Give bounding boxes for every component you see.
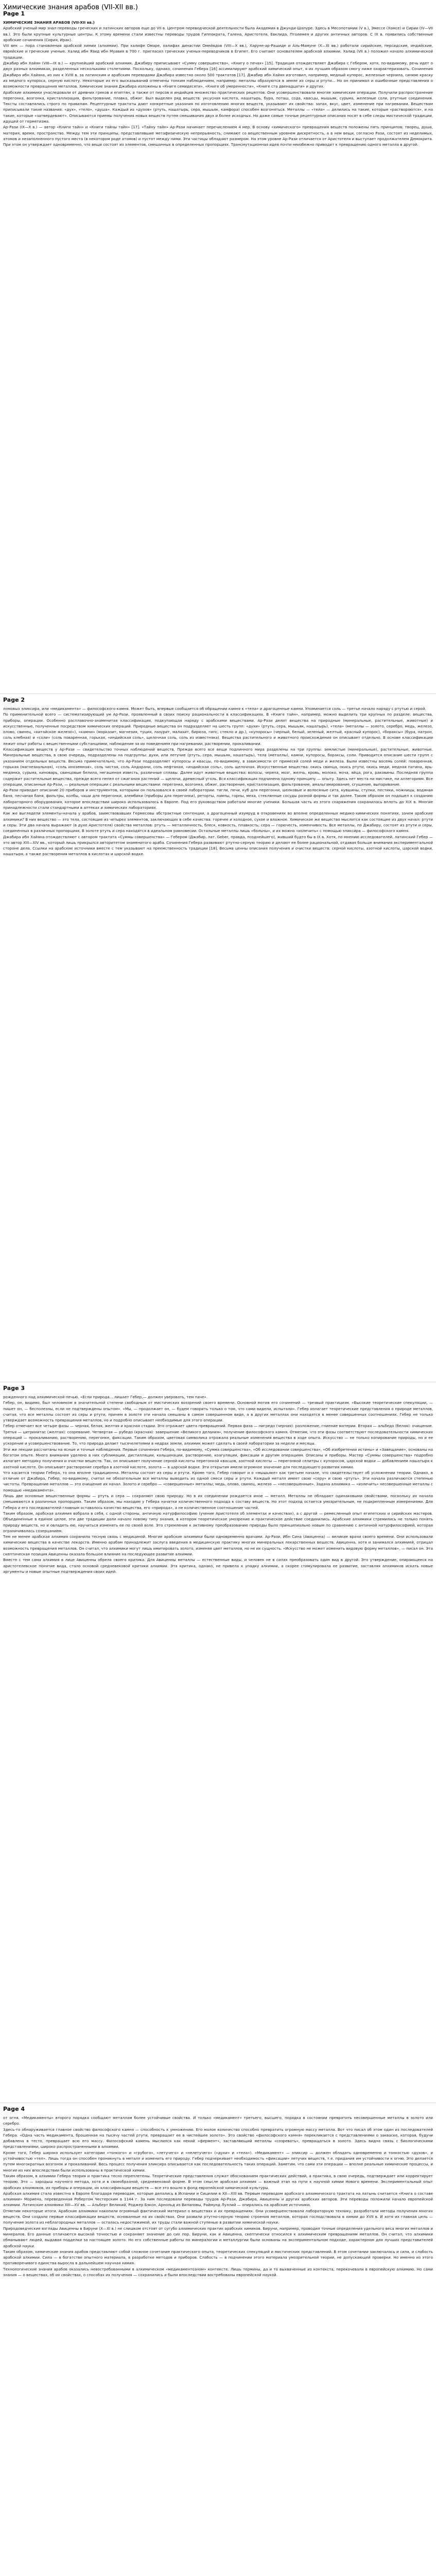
page-3 (0, 1385, 436, 1574)
page-label: Page 3 (3, 1385, 25, 1392)
page-label: Page 4 (3, 2106, 25, 2112)
paragraph: Здесь-то обнаруживается главное свойство философского камня — способность к умножению. Его малое количество способно превратить огромную массу металла. Вот что писал об этом один из последователей Гебера: «Одна часть медикамента, брошенная на тысячу частей ртути, превращает ее в чистейшее золото». Это свойство «философского камня» перекликается с представлениями о закваске, которая, будучи добавлена в тесто, превращает всю его массу. Философский камень мыслился как некий «фермент», заставляющий металлы «созревать», превращаться в золото. Здесь видна связь с биологическими представлениями, широко распространенными в алхимии. (3, 2127, 433, 2149)
paragraph: Тем не менее арабская алхимия сохранила тесную связь с медициной. Многие арабские алхимики были одновременно врачами. Ар-Рази, Ибн Сина (Авиценна) — великие врачи своего времени. Они использовали химические вещества в качестве лекарств. Именно арабам принадлежит заслуга введения в медицинскую практику многих минеральных лекарственных веществ. Авиценна, хотя и занимался алхимией, отрицал возможность превращения металлов. Он считал, что алхимики могут лишь имитировать золото, изменяя цвет металлов, но не их сущность. «Искусство не может изменить видовую форму металлов», — писал он. Эта скептическая позиция Авиценны оказала большое влияние на последующее развитие алхимии. (3, 1534, 433, 1557)
paragraph: Ар-Рази приводит описание 20 приборов и инструментов, которыми он пользовался в своей лаборатории: тигли, печи, куб для перегонки, шелковые и волосяные сита, кувшины, ступки, пестики, ножницы, водяная баня, песчаная баня, фильтры, колбы, чаши для перегонки, алембики (приборы для перегонки), реторты, лампы, горны, меха, стеклянные сосуды разной формы и так далее. Таким образом он подошел к созданию лабораторного оборудования, которое впоследствии широко использовалось в Европе. Под его руководством работали многие ученики. Большая часть из этого снаряжения сохранилась вплоть до XIX в. Многие принадлежности стали стандартными в аптеках и химических лабораториях. (3, 788, 433, 810)
paragraph: Таким образом, арабская алхимия вобрала в себя, с одной стороны, античную натурфилософию (учение Аристотеля об элементах и качествах), а с другой — ремесленный опыт египетских и сирийских мастеров. Объединенные в единое целое, эти две традиции дали начало новому типу знания, в котором теоретическое умозрение и практическое действие соединились. Арабские алхимики стремились не только понять природу веществ, но и овладеть ею, научиться изменять ее по своей воле. Это стремление к активному преобразованию природы было принципиально новым по сравнению с античной натурфилософией, которая ограничивалась созерцанием. (3, 1511, 433, 1533)
page-body (3, 706, 433, 857)
paragraph: Кроме того, Гебер широко использует категории «тонкого» и «грубого», «летучего» и «нелетучего» («духи» и «тела»). «Медикамент» — эликсир — должен обладать одновременно и тонкостью «духов», и устойчивостью «тел». Лишь тогда он способен проникнуть в металл и изменить его природу. Гебер подчеркивает необходимость «фиксации» летучих веществ, т.е. придания им устойчивости к огню. Это делается путем многократных возгонок и прокаливаний. Весь процесс получения эликсира описывается как последовательность таких операций. Заметим, что сами эти операции — вполне реальные химические процессы, и многие из них впоследствии были использованы в практической химии. (3, 2150, 433, 2173)
paragraph: Отметим некоторые итоги. Арабские алхимики накопили огромный фактический материал о веществах и их превращениях. Они усовершенствовали лабораторную технику, разработали методы получения многих веществ. Они создали первые классификации веществ, основанные на их свойствах. Они развили ртутно-серную теорию строения металлов, которая господствовала в химии до XVII в. И хотя их главная цель — получение золота из неблагородных металлов — осталась недостижимой, их труды стали важной ступенью в развитии химической науки. (3, 2208, 433, 2225)
page-4 (0, 2106, 436, 2278)
paragraph: рожденного над алхимической печью. «Если природа... лишает Гебер,— должен уверовать, тем паче». (3, 1395, 208, 1399)
document-title: Химические знания арабов (VII-XII вв.) (3, 4, 138, 11)
paragraph: Джабира ибн Хайяна отождествляют с автором трактата «Суммы совершенства» — Гебером (Джабир, лат. Geber, правда, позднейшего), живший будто бы в IX в. Хотя, по мнению исследователей, латинский Гебер — это автор XIII—XIV вв., который лишь прикрылся авторитетом знаменитого араба. Сочинения Гебера развивают ртутно-серную теорию и делают ее более рациональной, отдавая больше внимания экспериментальной стороне дела. Ссылки на арабские источники вместе с тем указывают на преемственность традиции [18]. Весьма ценны описания получения и очистки веществ: серной кислоты, азотной кислоты, царской водки, нашатыря, а также растворения металлов в кислотах и царской водке. (3, 834, 433, 857)
page-2 (0, 697, 436, 857)
paragraph: Таким образом, химические знания арабов представляют собой сложное сочетание практического опыта, теоретических спекуляций и мистических представлений. В этом сочетании заключалась и сила, и слабость арабской алхимии. Сила — в богатстве опытного материала, в разработке методов и приборов. Слабость — в подчинении этого материала умозрительной теории, не допускающей проверки. Но именно из этого противоречивого единства выросла в дальнейшем научная химия. (3, 2249, 433, 2266)
paragraph: Таким образом, в алхимии Гебера теория и практика тесно переплетены. Теоретические представления служат обоснованием практических действий, а практика, в свою очередь, подтверждает или корректирует теорию. Это — зародыш научного метода, хотя и в своеобразной, средневековой форме. В этом смысле арабская алхимия — важный этап на пути к научной химии Нового времени. Экспериментальный опыт арабских алхимиков, их приборы и операции, их классификации веществ — все это вошло в фонд европейской химической культуры. (3, 2173, 433, 2190)
page-label: Page 2 (3, 697, 25, 703)
page-1 (0, 10, 436, 148)
paragraph: Гебер отмечает все четыре фазы — черная, белая, желтая и красная стадии. Это отражает цвета превращений. Первая фаза — нигредо (черная): разложение, гниение материи. Вторая — альбедо (белая): очищение. Третья — цитринитас (желтая): созревание. Четвертая — рубедо (красная): завершение «Великого делания», получение философского камня. Отметим, что эти фазы соответствуют последовательности химических операций — прокаливанию, растворению, перегонке, фиксации. Таким образом, цветовая символика отражала реальные изменения вещества в ходе опыта. Искусство — не только копирование природы, но и ее ускорение и усовершенствование. То, что природа делает тысячелетиями в недрах земли, алхимик может сделать в своей лаборатории за недели и месяцы. (3, 1423, 433, 1446)
page-body (3, 2115, 433, 2278)
section-heading: ХИМИЧЕСКИЕ ЗНАНИЯ АРАБОВ (VII-XII вв.) (3, 20, 95, 25)
paragraph: Эти же лекции рассчитаны на ясные и точные наблюдения. Первые сочинения Гебера, по-видимому, «Сумма совершенства», «Об исследовании совершенства», «Об изобретении истины» и «Завещание», основаны на богатом опыте. Много внимания уделено в них сублимации, дистилляции, кальцинации, растворению, коагуляции, фиксации и другим операциям. Описаны и приборы. Мастер «Суммы совершенства» подробно излагает методику получения и очистки веществ. Так, он описывает получение серной кислоты перегонкой квасцов, азотной кислоты — перегонкой селитры с купоросом, царской водки — добавлением нашатыря к азотной кислоте. Он описывает растворение серебра в азотной кислоте, золота — в царской водке. Эти открытия имели огромное значение для последующего развития химии. (3, 1447, 433, 1469)
paragraph: Как же выглядели элементы-начала у арабов, заимствовавших Гермесовы абстрактные сентенции, а драгоценный изумруд в откровениях во вполне определенных медико-химических понятиях, зачем арабские алхимики? В них вещество — это тела, состоящие из четырех элементов, заключающих в себе качества: горячее и холодное, сухое и влажное. Химическое же вещество мыслится как состоящее из двух начал: ртути и серы. Эти два начала выражают (в духе Аристотеля) свойства металлов: ртуть — металличность, блеск, ковкость, плавкость; сера — горючесть, изменчивость. Все металлы, по Джабиру, состоят из ртути и серы, соединенных в различных пропорциях. В золоте ртуть и сера находятся в идеальном равновесии. Остальные металлы лишь «больны», и их можно «излечить» с помощью эликсира — философского камня. (3, 811, 433, 834)
paragraph: Джабир ибн Хайян (VIII—IX в.) — крупнейший арабский алхимик. Джабиру приписывают «Сумму совершенства», «Книгу о печах» [15]. Традиция отождествляет Джабира с Гебером, хотя, по-видимому, речь идет о двух разных алхимиках, разделенных несколькими столетиями. Поскольку, однако, сочинения Гебера [16] ассимилируют арабский химический опыт, я их лучшим образом смогу ниже охарактеризовать. Сочинения Джабира ибн Хайяна, из них к XVIII в. за латинским и арабским переводами Джабира известно около 500 трактатов [17]. Джабир ибн Хайян изготовил, например, медный купорос, железные чернила, синюю краску из медного купороса, серную кислоту. Некоторые из его высказываний отмечены тонким наблюдением, например: металлы образуются в земле из серы и ртути... Но он принимал и ошибочные представления о возможности превращения металлов. Химические знания Джабира изложены в «Книге семидесяти», «Книге об умеренности», «Книге ста двенадцати» и других. (3, 61, 433, 89)
paragraph: Природоведческие взгляды Авиценны в Бируни (X—XI в.) не слишком отстоят от сугубо алхимических практик арабских химиков. Бируни, например, проводил точные определения удельного веса многих металлов и минералов. Его данные отличаются высокой точностью и сохраняют значение до сих пор. Бируни, как и Авиценна, скептически относился к алхимическим превращениям металлов. Он считал, что алхимики обманывают людей, выдавая подделки за настоящее золото. Но его собственные работы по минералогии и металлургии были основаны на экспериментальном подходе, характерном для лучших представителей арабской науки. (3, 2226, 433, 2248)
paragraph: По применительной всего — систематизирующий ум Ар-Рази, проявленный в своих поиску рациональности в классификациях. В «Книге тайн», например, можно выделить три крупных по разделе: вещества, приборы, операции. Особенно расплавочно-знаменитая классификация, подкупающая наряду с арабскими веществами. Ар-Рази делит вещества на природные (минеральные, растительные, животные) и искусственные, полученные посредством химических операций. Природные вещества он подразделяет на шесть групп: «духи» (ртуть, сера, мышьяк, нашатырь), «тела» (металлы — золото, серебро, медь, железо, олово, свинец, «китайское железо»), «камни» (марказит, магнезия, туция, лазурит, малахит, бирюза, гипс, стекло и др.), «купоросы» (черный, белый, зеленый, желтый, красный купорос), «бораксы» (бура, натрон, соль хлебная) и «соли» (соль поваренная, горькая, «индийская соль», щелочная соль, соль из известняка). Вещества растительного и животного происхождения он описывает отдельно. В основе классификации лежит опыт работы с вещественными субстанциями, наблюдение за их поведением при нагревании, растворении, прокаливании. (3, 712, 433, 746)
paragraph: Вместе с тем сама алхимия в лице Авиценны обрела своего критика. Для Авиценны металлы — естественные виды, и человек не в силах преобразовать один вид в другой. Это утверждение, опирающееся на аристотелевское понятие вида, стало основой средневековой критики алхимии. Эта критика, однако, не привела к упадку алхимии, а скорее стимулировала ее развитие, заставляя алхимиков искать новые аргументы и новые опытные подтверждения своих идей. (3, 1557, 433, 1574)
paragraph: Что касается теории Гебера, то она вполне традиционна. Металлы состоят из серы и ртути. Кроме того, Гебер говорит и о «мышьяке» как третьем начале, что свидетельствует об усложнении теории. Однако, в отличие от Джабира, Гебер, по-видимому, считал не обязательным все металлы выводить из одной смеси серы и ртути. Каждый металл имеет свою «серу» и свою «ртуть». Эти начала различаются степенью чистоты. Превращение металлов — это очищение их начал. Золото и серебро — «совершенные» металлы; медь, олово, свинец, железо — «несовершенные». Задача алхимика — «излечить» несовершенные металлы с помощью «медикамента». (3, 1470, 433, 1493)
paragraph: Ар-Рази (IX—X в.) — автор «Книги тайн» и «Книги тайны тайн» [17]. «Тайну тайн» Ар-Рази начинает перечислением 4 мер. В основу «химического» превращения веществ положены пять принципов: творец, душа, материя, время, пространство. Между тем эти принципы, представлявшие метафизическую непрерывность, снимают со вещественным уровнем дискретность, а в нем вещи, согласно Рази, состоят из неделимых, атомов и незаполненного пустого места (в некотором роде атомов) и пустот между ними. Эти частицы обладают размером. На этом уровне Ар-Рази отличается от Аристотеля и выступает продолжателем Демокрита. При этом он утверждает одновременно, что вещи состоят из элементов, смешанных в определенных пропорциях. Трансмутационная идея почти неизбежно приводит к превращению одного металла в другой. (3, 125, 433, 147)
page-body (3, 20, 433, 148)
paragraph: Арабская алхимия стала известна в Европе благодаря переводам, которые делались в Испании и Сицилии в XII—XIII вв. Первым переводом арабского алхимического трактата на латынь считается «Книга о составе алхимии» Мориена, переведенная Робертом Честерским в 1144 г. За ним последовали переводы трудов Ар-Рази, Джабира, Авиценны и других арабских авторов. Эти переводы положили начало европейской алхимии. Латинские алхимики XIII—XV вв. — Альберт Великий, Роджер Бэкон, Арнольд из Вилановы, Раймунд Луллий — опирались на арабские источники. (3, 2191, 433, 2208)
page-label: Page 1 (3, 10, 25, 17)
paragraph: Классификация веществ у Ар-Рази — свидетельство точных наблюдений веществ. Прежде всего все вещи подлинного мира разделены на три группы: землистые (минеральные), растительные, животные. Минеральные вещества, в свою очередь, подразделены на подгруппы: духи, или летучие (ртуть, сера, мышьяк, нашатырь), тела (металлы), камни, купоросы, бораксы, соли. Приводится описание шести групп с указанием отдельных веществ. Весьма примечательно, что Ар-Рази подразделяет купоросы и квасцы, по-видимому, в зависимости от примесей солей меди и железа. Были известны восемь солей: поваренная, горькая (магнезиальная), «соль иноземная», соль чистая, соль Андарани, соль нефтяная, «индийская соль», соль щелочная. Искусственные вещества: окись свинца, окись ртути, окись меди, медная патина, ярь-медянка, сурьма, киноварь, свинцовые белила, негашеная известь, различные сплавы. Далее идут животные вещества: волосы, черепа, мозг, желчь, кровь, молоко, моча, яйца, рога, раковины. Последняя группа содержит растительные вещества, прежде всего пепел от сжигания растений — щелочи, древесный уголь. Вся классификация подчинена одному принципу — опыту. Здесь нет места ни мистике, ни аллегориям. Все операции, описанные Ар-Рази, — реальные операции с реальными веществами: перегонка, возгонка, обжиг, растворение, кристаллизация, фильтрование, амальгамирование, сгущение, выпаривание. (3, 747, 433, 787)
paragraph: Арабские алхимики унаследовали от древних греков и египтян, а также от персов и индийцев множество практических рецептов. Они усовершенствовали многие химические операции. Получили распространение перегонка, возгонка, кристаллизация, фильтрование, плавка, обжиг. Был выделен ряд веществ: уксусная кислота, нашатырь, бура, поташ, сода, квасцы, мышьяк, сурьма, железные соли, ртутные соединения. Тексты составлялись строго по правилам. Рецептурные трактаты дают конкретные указания по изготовлению многих веществ, указывают их свойства: запах, вкус, цвет, изменение при нагревании. Веществам приписывали такие названия: «дух», «тело», «душа». Каждый из «духов» (ртуть, нашатырь, сера, мышьяк, камфора) способен возгоняться. Металлы — «тела» — делились на такие, которые «растворяются», и на такие, которые «затвердевают». Описываются приемы получения новых веществ путем смешивания двух и более исходных. Но даже самые точные рецептурные описания носят в себе следы мистической традиции, идущей от герметизма. (3, 90, 433, 124)
paragraph: ломовых эликсира, или «медикамента» — философского камня. Может быть, впервые сообщается об обращении камня к «тела» и драгоценные камни. Упоминается соль — третье начало наряду с ртутью и серой. (3, 706, 426, 711)
paragraph: Арабский ученый мир знал переводы греческих и латинских авторов еще до VII в. Центром переводческой деятельности была Академия в Джунди-Шапуре. Здесь в Месопотамии (V в.), Эмессе (Хомсе) и Сирии (IV—VII вв.). Это были крупные культурные центры. К этому времени стали известны переводы трудов Гиппократа, Галена, Аристотеля, Евклида, Птолемея и других античных авторов. С IX в. появились собственные арабские сочинения (Сирия, Ирак). (3, 26, 433, 42)
paragraph: VIII век — пора становления арабской химии (алхимии). При халифе Омаре, халифах династии Омейядов (VIII—X вв.), Харуне-ар-Рашиде и Аль-Мамуне (X—XI вв.) работали сирийские, персидские, индийские, еврейские и греческие ученые. Халид ибн Язид ибн Муавия в 700 г. пригласил греческих ученых-переводчиков в Египет. Его считают основателем арабской алхимии. Халид (VII в.) положил начало алхимической традиции. (3, 43, 433, 60)
paragraph: Технологические знания арабов оказались невостребованными в алхимическом «медикаментозном» контексте. Лишь термины, да и то выхваченные из контекста, перекочевали в европейскую алхимию. Но сами знания — о веществах, об их свойствах, о способах их получения — сохранились и были впоследствии востребованы европейской наукой. (3, 2266, 433, 2278)
paragraph: от огня. «Медикаменты» второго порядка сообщают металлам более устойчивые свойства. И только «медикамент» третьего, высшего, порядка в состоянии превратить несовершенные металлы в золото или серебро. (3, 2115, 433, 2126)
paragraph: Лишь две основные вещественные формы — ртуть и сера — сохраняют свою природу. Но в их соединении рождается иное — металл. Металлы не обладают одинаковыми свойствами, поскольку их начала смешиваются в различных пропорциях. Таким образом, мы находим у Гебера начатки количественного подхода к составу веществ. Но этот подход остается умозрительным, не подкрепленным измерениями. Для Гебера и его последователей главным оставалось качество вещества, его «природа», а не количественное соотношение частей. (3, 1494, 433, 1510)
page-divider (0, 693, 436, 694)
page-body (3, 1394, 433, 1574)
paragraph: Гебер, он, видимо, был человеком в значительной степени свободным от мистических воззрений своего времени. Основной мотив его сочинений — трезвый практицизм. «Высокие теоретические спекуляции, — пишет он, — бесполезны, если не подтверждены опытом». «Мы, — продолжает он, — будем говорить только о том, что сами видели, испытали». Гебер излагает теоретические представления о природе металлов, считая, что все металлы состоят из серы и ртути, причем в золоте эти начала смешаны в самом совершенном виде, а в других металлах они находятся в менее совершенных соотношениях. Гебер не только утверждает возможность превращения металлов, но и подробно описывает необходимые для этого операции. (3, 1400, 433, 1423)
